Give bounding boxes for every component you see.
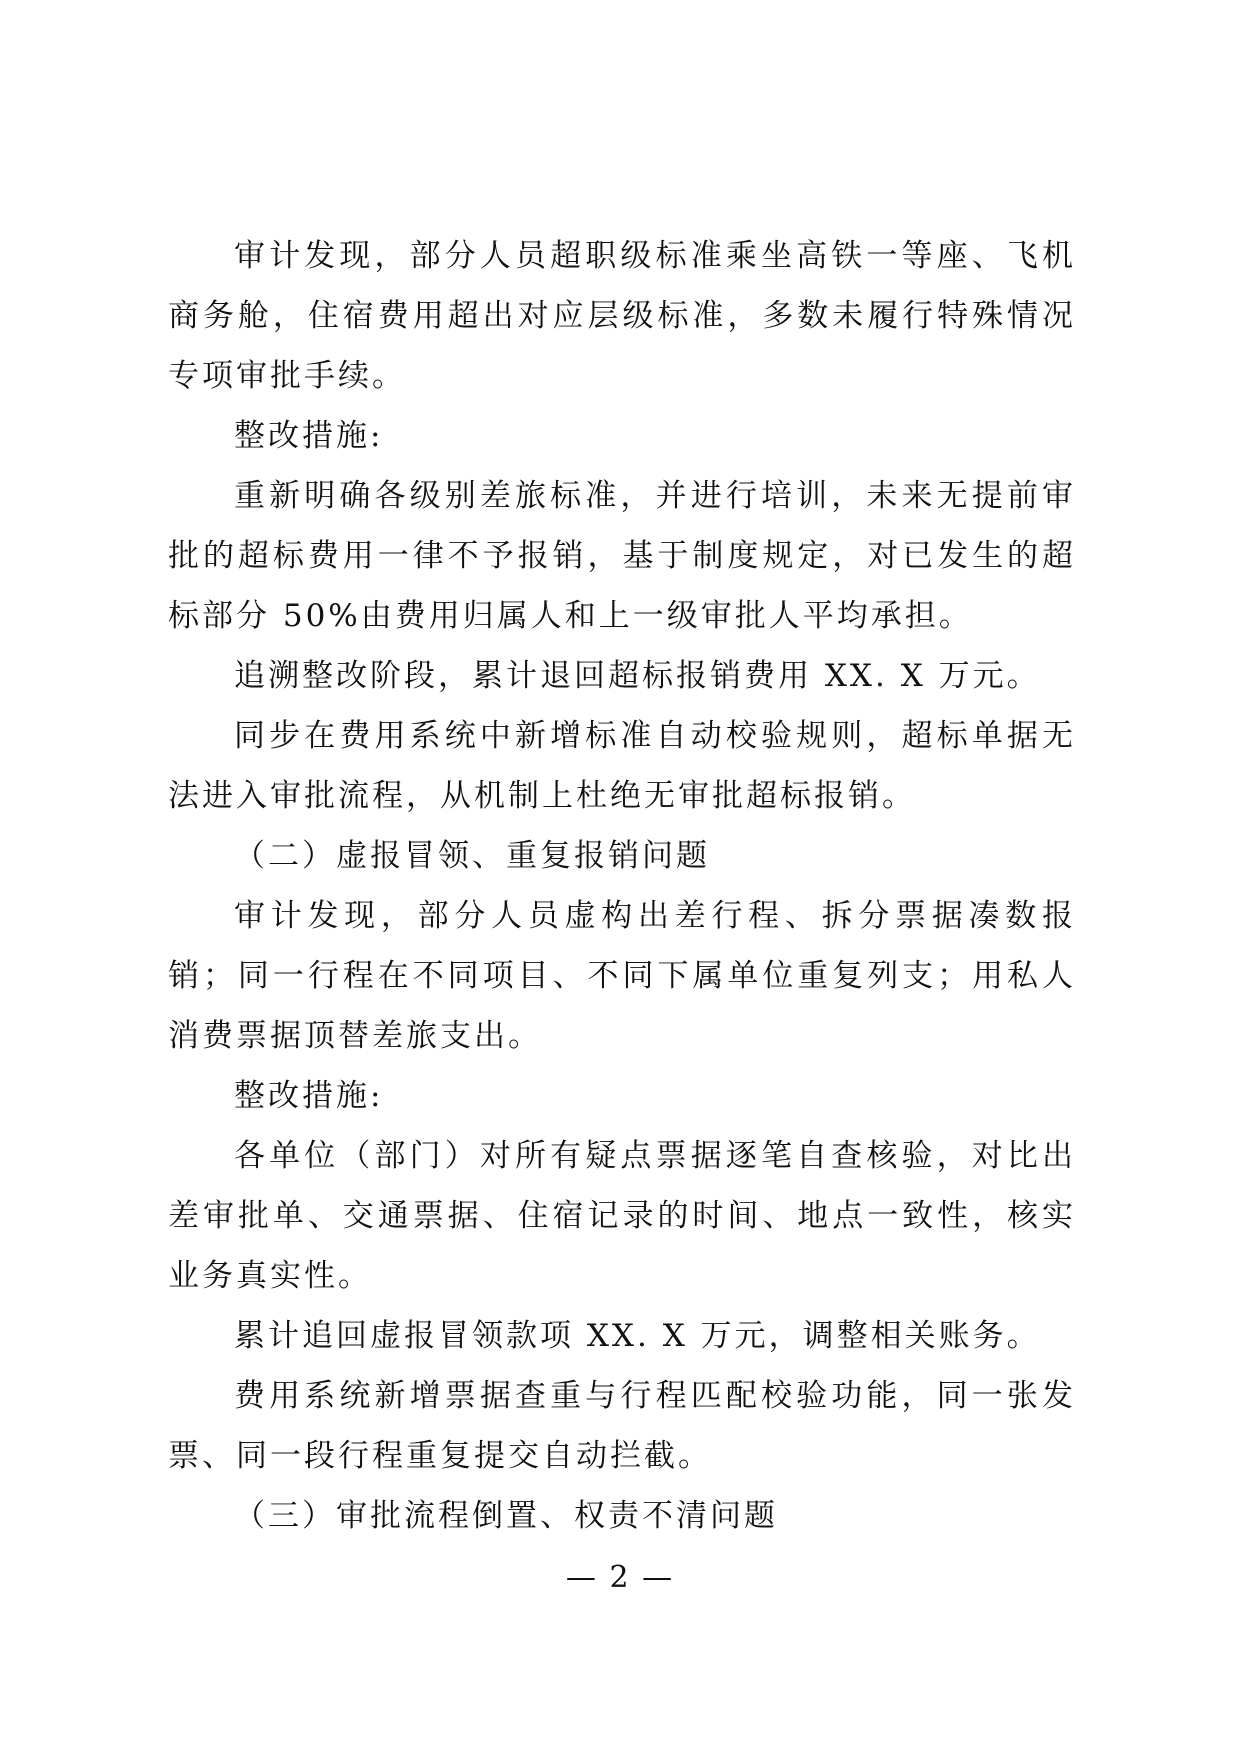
section-heading-3: （三）审批流程倒置、权责不清问题: [234, 1498, 778, 1534]
page-number: — 2 —: [565, 1560, 675, 1595]
paragraph-recovery-summary: 累计追回虚报冒领款项 XX. X 万元，调整相关账务。: [234, 1318, 1041, 1354]
paragraph-system-rule: 同步在费用系统中新增标准自动校验规则，超标单据无法进入审批流程，从机制上杜绝无审批超标报销。: [168, 718, 1076, 814]
paragraph-audit-finding-1: 审计发现，部分人员超职级标准乘坐高铁一等座、飞机商务舱，住宿费用超出对应层级标准，多数未履行特殊情况专项审批手续。: [168, 238, 1076, 394]
section-heading-2: （二）虚报冒领、重复报销问题: [234, 838, 710, 874]
paragraph-rectification-label-1: 整改措施:: [234, 418, 384, 454]
paragraph-rectification-measure-2: 各单位（部门）对所有疑点票据逐笔自查核验，对比出差审批单、交通票据、住宿记录的时间、地点一致性，核实业务真实性。: [168, 1138, 1076, 1294]
paragraph-rectification-label-2: 整改措施:: [234, 1078, 384, 1114]
document-body: [168, 226, 1076, 1546]
paragraph-audit-finding-2: 审计发现，部分人员虚构出差行程、拆分票据凑数报销；同一行程在不同项目、不同下属单位重复列支；用私人消费票据顶替差旅支出。: [168, 898, 1076, 1054]
paragraph-duplicate-check: 费用系统新增票据查重与行程匹配校验功能，同一张发票、同一段行程重复提交自动拦截。: [168, 1378, 1076, 1474]
paragraph-refund-summary: 追溯整改阶段，累计退回超标报销费用 XX. X 万元。: [234, 658, 1041, 694]
paragraph-rectification-measure-1: 重新明确各级别差旅标准，并进行培训，未来无提前审批的超标费用一律不予报销，基于制度规定，对已发生的超标部分 50%由费用归属人和上一级审批人平均承担。: [168, 478, 1076, 634]
